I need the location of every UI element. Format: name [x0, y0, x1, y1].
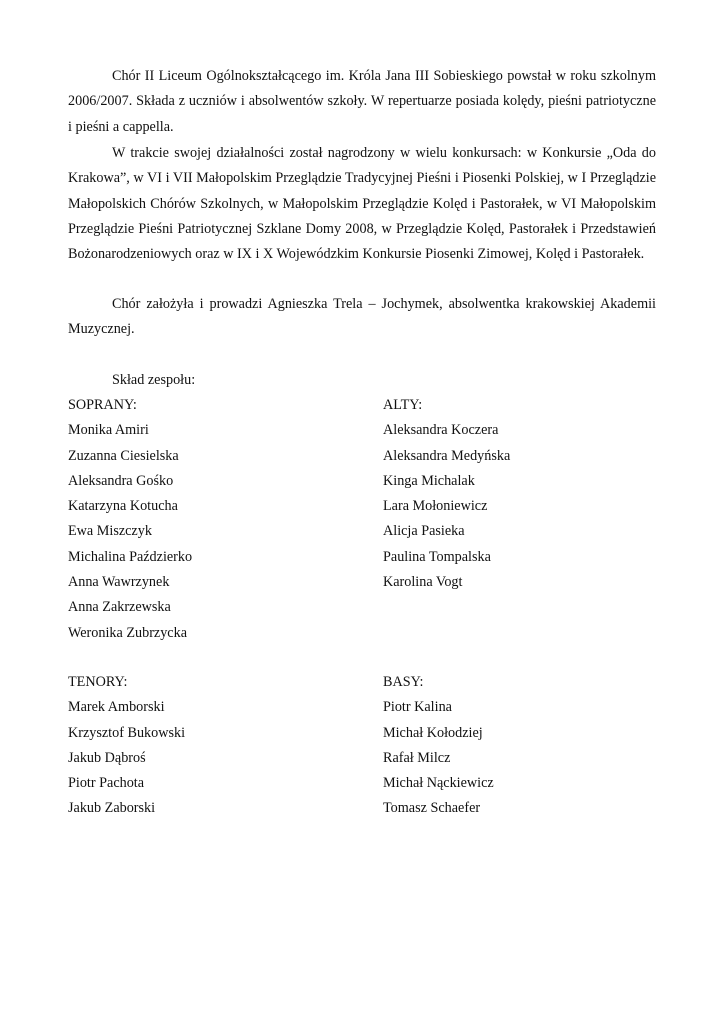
- section-heading: TENORY:: [68, 674, 128, 690]
- awards-paragraph: W trakcie swojej działalności został nagrodzony w wielu konkursach: w Konkursie „Oda do Krakowa”, w VI i VII Małopolskim Przeglądzie Tradycyjnej Pieśni i Piosenki Polskiej, w I Przeglądzie Małopolskich Chórów Szkolnych, w Małopolskim Przeglądzie Kolęd i Pastorałek, w VI Małopolskim Przeglądzie Pieśni Patriotycznej Szklane Domy 2008, w Przeglądzie Kolęd, Pastorałek i Przedstawień Bożonarodzeniowych oraz w IX i X Wojewódzkim Konkursie Piosenki Zimowej, Kolęd i Pastorałek.: [68, 145, 656, 263]
- member-name: Michał Nąckiewicz: [383, 775, 494, 792]
- member-name: Jakub Zaborski: [68, 800, 156, 817]
- member-name: Aleksandra Medyńska: [383, 447, 511, 464]
- member-name: Michalina Paździerko: [68, 548, 193, 565]
- member-name: Michał Kołodziej: [383, 724, 483, 741]
- member-name: Tomasz Schaefer: [383, 800, 481, 817]
- member-name: Aleksandra Gośko: [68, 472, 174, 489]
- tenor-section: [68, 670, 358, 822]
- section-heading: ALTY:: [383, 397, 423, 413]
- member-name: Alicja Pasieka: [383, 523, 465, 540]
- member-name: Zuzanna Ciesielska: [68, 447, 179, 464]
- bass-section: [383, 670, 673, 822]
- alto-section: [383, 393, 673, 595]
- lineup-heading: Skład zespołu:: [112, 372, 196, 388]
- soprano-section: [68, 393, 358, 646]
- section-heading: BASY:: [383, 674, 424, 690]
- member-name: Anna Zakrzewska: [68, 599, 171, 616]
- member-name: Piotr Pachota: [68, 775, 145, 792]
- conductor-paragraph: Chór założyła i prowadzi Agnieszka Trela – Jochymek, absolwentka krakowskiej Akademii Muzycznej.: [68, 296, 656, 338]
- member-name: Aleksandra Koczera: [383, 422, 499, 439]
- intro-paragraph: Chór II Liceum Ogólnokształcącego im. Króla Jana III Sobieskiego powstał w roku szkolnym 2006/2007. Składa z uczniów i absolwentów szkoły. W repertuarze posiada kolędy, pieśni patriotyczne i pieśni a cappella.: [68, 68, 656, 135]
- member-name: Rafał Milcz: [383, 749, 451, 766]
- member-name: Piotr Kalina: [383, 699, 452, 716]
- member-name: Lara Mołoniewicz: [383, 498, 488, 515]
- section-heading: SOPRANY:: [68, 397, 137, 413]
- member-name: Jakub Dąbroś: [68, 749, 146, 766]
- member-name: Katarzyna Kotucha: [68, 498, 178, 515]
- member-name: Anna Wawrzynek: [68, 574, 170, 591]
- member-name: Monika Amiri: [68, 422, 149, 439]
- member-name: Marek Amborski: [68, 699, 165, 716]
- member-name: Kinga Michalak: [383, 472, 475, 489]
- member-name: Krzysztof Bukowski: [68, 724, 186, 741]
- member-name: Karolina Vogt: [383, 574, 463, 591]
- member-name: Paulina Tompalska: [383, 548, 491, 565]
- member-name: Ewa Miszczyk: [68, 523, 152, 540]
- member-name: Weronika Zubrzycka: [68, 624, 187, 641]
